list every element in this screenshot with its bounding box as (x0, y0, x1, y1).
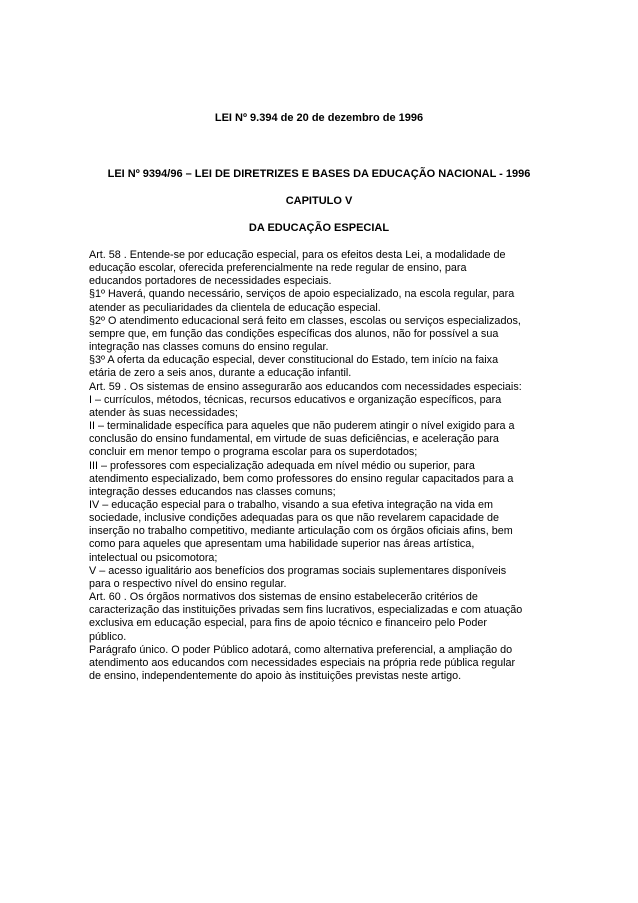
body-line: conclusão do ensino fundamental, em virtude de suas deficiências, e aceleração para (89, 433, 499, 446)
chapter-title: DA EDUCAÇÃO ESPECIAL (248, 222, 390, 234)
body-line: integração desses educandos nas classes comuns; (89, 485, 336, 498)
body-line: II – terminalidade específica para aqueles que não puderem atingir o nível exigido para a (89, 420, 515, 433)
body-line: concluir em menor tempo o programa escolar para os superdotados; (89, 446, 418, 459)
body-line: IV – educação especial para o trabalho, visando a sua efetiva integração na vida em (89, 498, 493, 511)
document-subtitle: LEI Nº 9394/96 – LEI DE DIRETRIZES E BASES DA EDUCAÇÃO NACIONAL - 1996 (107, 168, 531, 180)
body-line: §1º Haverá, quando necessário, serviços de apoio especializado, na escola regular, para (89, 288, 515, 301)
body-line: Art. 59 . Os sistemas de ensino assegurarão aos educandos com necessidades especiais: (89, 380, 522, 393)
body-line: sempre que, em função das condições específicas dos alunos, não for possível a sua (89, 327, 499, 340)
body-line: inserção no trabalho competitivo, mediante articulação com os órgãos oficiais afins, bem (89, 525, 513, 538)
body-line: §2º O atendimento educacional será feito em classes, escolas ou serviços especializados, (89, 314, 521, 327)
body-line: atendimento especializado, bem como professores do ensino regular capacitados para a (89, 472, 514, 485)
body-line: III – professores com especialização adequada em nível médio ou superior, para (89, 459, 475, 472)
body-line: Parágrafo único. O poder Público adotará, como alternativa preferencial, a ampliação do (89, 643, 513, 656)
body-line: V – acesso igualitário aos benefícios dos programas sociais suplementares disponíveis (89, 564, 507, 577)
body-line: intelectual ou psicomotora; (89, 551, 218, 564)
body-line: I – currículos, métodos, técnicas, recursos educativos e organização específicos, para (89, 393, 502, 406)
body-line: exclusiva em educação especial, para fins de apoio técnico e financeiro pelo Poder (89, 617, 487, 630)
body-line: de ensino, independentemente do apoio às instituições previstas neste artigo. (89, 670, 462, 682)
document-body (89, 249, 559, 683)
body-line: Art. 60 . Os órgãos normativos dos sistemas de ensino estabelecerão critérios de (89, 591, 478, 604)
body-line: educação escolar, oferecida preferencialmente na rede regular de ensino, para (89, 262, 467, 275)
body-line: sociedade, inclusive condições adequadas para os que não revelarem capacidade de (89, 512, 499, 525)
body-line: como para aqueles que apresentam uma habilidade superior nas áreas artística, (89, 538, 475, 551)
body-line: atender às suas necessidades; (89, 406, 238, 419)
body-line: público. (89, 630, 127, 643)
body-line: atendimento aos educandos com necessidades especiais na própria rede pública regular (89, 656, 516, 669)
chapter-number: CAPITULO V (285, 195, 353, 207)
body-line: para o respectivo nível do ensino regular. (89, 577, 287, 590)
body-line: integração nas classes comuns do ensino regular. (89, 341, 329, 354)
body-line: Art. 58 . Entende-se por educação especial, para os efeitos desta Lei, a modalidade de (89, 249, 506, 261)
body-line: §3º A oferta da educação especial, dever constitucional do Estado, tem início na faixa (89, 354, 499, 367)
body-line: etária de zero a seis anos, durante a educação infantil. (89, 367, 352, 380)
body-line: atender as peculiaridades da clientela de educação especial. (89, 301, 381, 314)
body-line: educandos portadores de necessidades especiais. (89, 275, 332, 288)
body-line: caracterização das instituições privadas sem fins lucrativos, especializadas e com atuação (89, 604, 523, 617)
document-title: LEI Nº 9.394 de 20 de dezembro de 1996 (214, 112, 424, 124)
